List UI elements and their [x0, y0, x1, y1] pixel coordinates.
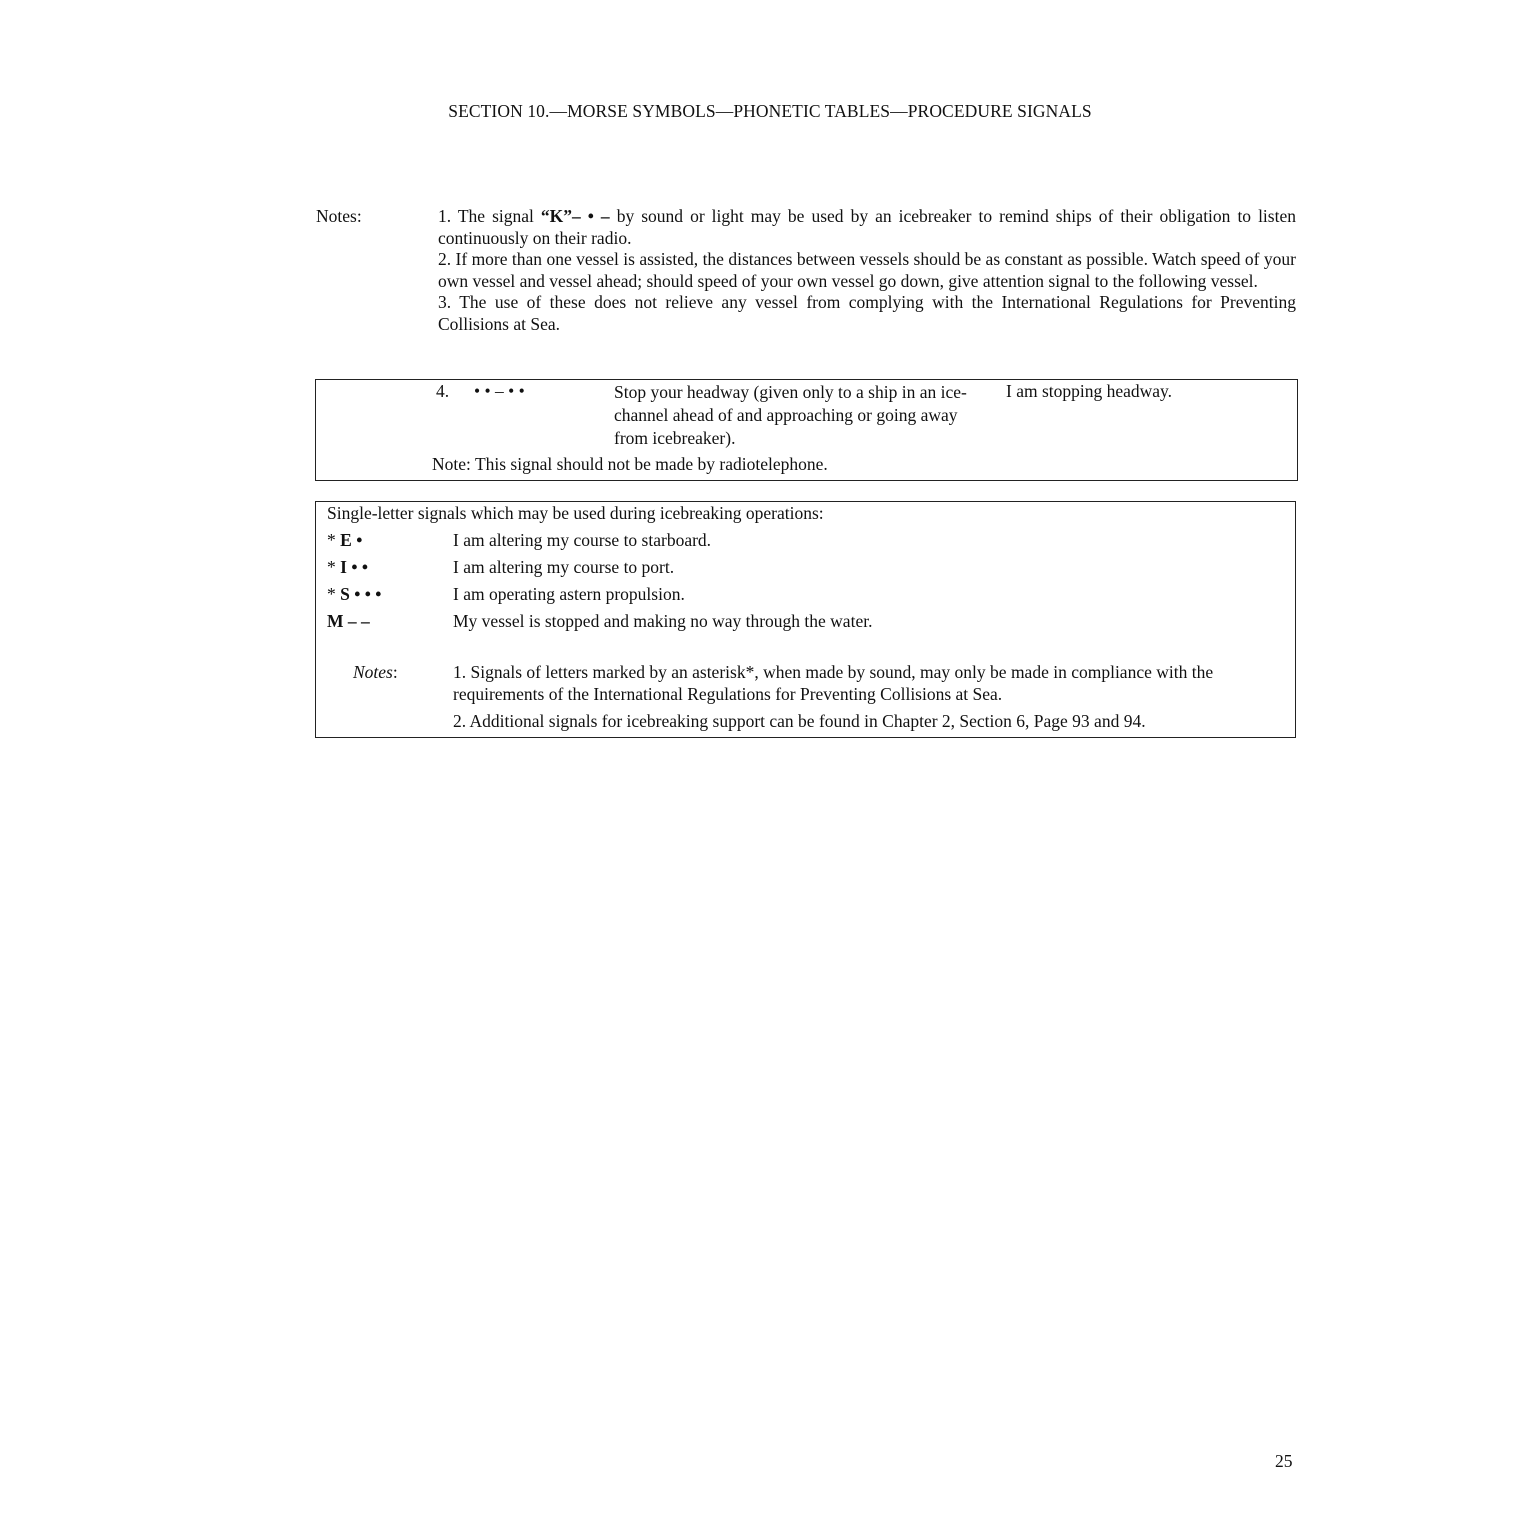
- notes-label-text: Notes: [353, 662, 393, 682]
- note-1-rest: by sound or light may be used by an icebreaker to remind ships of their obligation to listen continuously on their radio.: [438, 206, 1296, 248]
- single-letter-note-2: 2. Additional signals for icebreaking support can be found in Chapter 2, Section 6, Page 93 and 94.: [453, 711, 1146, 731]
- k-signal: “K”– • –: [540, 206, 610, 226]
- signal-letter: M: [327, 611, 344, 631]
- signal-prefix: *: [327, 557, 341, 577]
- signal-meaning: I am altering my course to port.: [453, 557, 675, 577]
- note-3: 3. The use of these does not relieve any vessel from complying with the International Regulations for Preventing Collisions at Sea.: [438, 292, 1296, 334]
- signal-letter: I: [340, 557, 347, 577]
- page-number: 25: [1275, 1451, 1293, 1471]
- signal-meaning: I am altering my course to starboard.: [453, 530, 712, 550]
- signal-code: [327, 584, 381, 605]
- signal-4-morse: • • – • •: [474, 381, 525, 401]
- section-header: SECTION 10.—MORSE SYMBOLS—PHONETIC TABLES—PROCEDURE SIGNALS: [448, 101, 1092, 121]
- signal-meaning: My vessel is stopped and making no way through the water.: [453, 611, 873, 631]
- signal-code: [327, 611, 370, 632]
- signal-morse: • • •: [349, 584, 382, 604]
- single-letter-notes-label: [353, 662, 398, 683]
- single-letter-note-1: 1. Signals of letters marked by an asterisk*, when made by sound, may only be made in compliance with the requirements of the International Regulations for Preventing Collisions at Sea.: [453, 662, 1214, 704]
- signal-morse: •: [351, 530, 363, 550]
- signal-row-e: [327, 530, 1287, 557]
- note-1-prefix: 1. The signal: [438, 206, 541, 226]
- note-2: 2. If more than one vessel is assisted, the distances between vessels should be as constant as possible. Watch speed of your own vessel and vessel ahead; should speed of your own vessel go down, give attention signal to the following vessel.: [438, 249, 1296, 291]
- signal-morse: – –: [343, 611, 370, 631]
- single-letter-signals-box: [315, 501, 1296, 738]
- signal-letter: E: [340, 530, 352, 550]
- signal-row-m: [327, 611, 1287, 638]
- note-1: [438, 206, 1296, 249]
- signal-row-s: [327, 584, 1287, 611]
- signal-code: [327, 557, 368, 578]
- notes-label: Notes:: [316, 206, 362, 226]
- signal-meaning: I am operating astern propulsion.: [453, 584, 685, 604]
- signal-4-meaning: Stop your headway (given only to a ship in an ice-channel ahead of and approaching or going away from icebreaker).: [614, 382, 967, 448]
- signal-4-note: Note: This signal should not be made by radiotelephone.: [432, 454, 828, 474]
- notes-label-colon: :: [392, 662, 398, 682]
- signal-morse: • •: [346, 557, 368, 577]
- signal-row-i: [327, 557, 1287, 584]
- signal-letter: S: [340, 584, 350, 604]
- single-letter-intro: Single-letter signals which may be used during icebreaking operations:: [327, 503, 824, 523]
- signal-4-reply: I am stopping headway.: [1006, 381, 1173, 401]
- single-letter-notes: [453, 662, 1289, 739]
- notes-list: [438, 206, 1296, 335]
- signal-code: [327, 530, 362, 551]
- signal-prefix: *: [327, 530, 341, 550]
- signal-prefix: *: [327, 584, 341, 604]
- signal-4-box: [315, 379, 1298, 481]
- signal-4-number: 4.: [436, 381, 450, 401]
